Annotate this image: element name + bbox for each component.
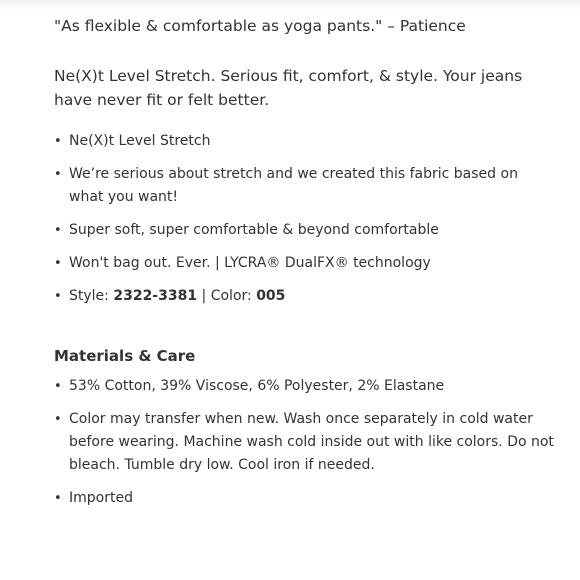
feature-text: We’re serious about stretch and we created this fabric based on what you want! xyxy=(69,166,518,205)
origin-text: Imported xyxy=(69,490,133,506)
list-item xyxy=(54,408,554,477)
bullet-icon: • xyxy=(54,223,62,238)
feature-list xyxy=(54,130,554,308)
color-label: | Color: xyxy=(197,288,257,304)
list-item xyxy=(54,375,554,398)
bullet-icon: • xyxy=(54,412,62,427)
list-item xyxy=(54,252,554,275)
product-description xyxy=(54,14,554,520)
color-code: 005 xyxy=(256,288,286,304)
material-text: 53% Cotton, 39% Viscose, 6% Polyester, 2% Elastane xyxy=(69,378,445,394)
list-item xyxy=(54,130,554,153)
materials-care-heading: Materials & Care xyxy=(54,347,196,365)
style-color-item xyxy=(54,285,554,308)
bullet-icon: • xyxy=(54,167,62,182)
bullet-icon: • xyxy=(54,289,62,304)
bullet-icon: • xyxy=(54,491,62,506)
bullet-icon: • xyxy=(54,379,62,394)
customer-quote: "As flexible & comfortable as yoga pants." – Patience xyxy=(54,17,466,35)
materials-list xyxy=(54,375,554,510)
style-number: 2322-3381 xyxy=(113,288,198,304)
top-shadow xyxy=(0,0,580,10)
product-headline: Ne(X)t Level Stretch. Serious fit, comfort, & style. Your jeans have never fit or felt better. xyxy=(54,67,523,109)
list-item xyxy=(54,219,554,242)
bullet-icon: • xyxy=(54,256,62,271)
feature-text: Won't bag out. Ever. | LYCRA® DualFX® technology xyxy=(69,255,431,271)
feature-text: Super soft, super comfortable & beyond comfortable xyxy=(69,222,439,238)
list-item xyxy=(54,487,554,510)
bullet-icon: • xyxy=(54,134,62,149)
feature-text: Ne(X)t Level Stretch xyxy=(69,133,211,149)
style-label: Style: xyxy=(69,288,114,304)
list-item xyxy=(54,163,554,209)
care-text: Color may transfer when new. Wash once separately in cold water before wearing. Machine wash cold inside out with like colors. Do not bleach. Tumble dry low. Cool iron if needed. xyxy=(69,411,554,473)
